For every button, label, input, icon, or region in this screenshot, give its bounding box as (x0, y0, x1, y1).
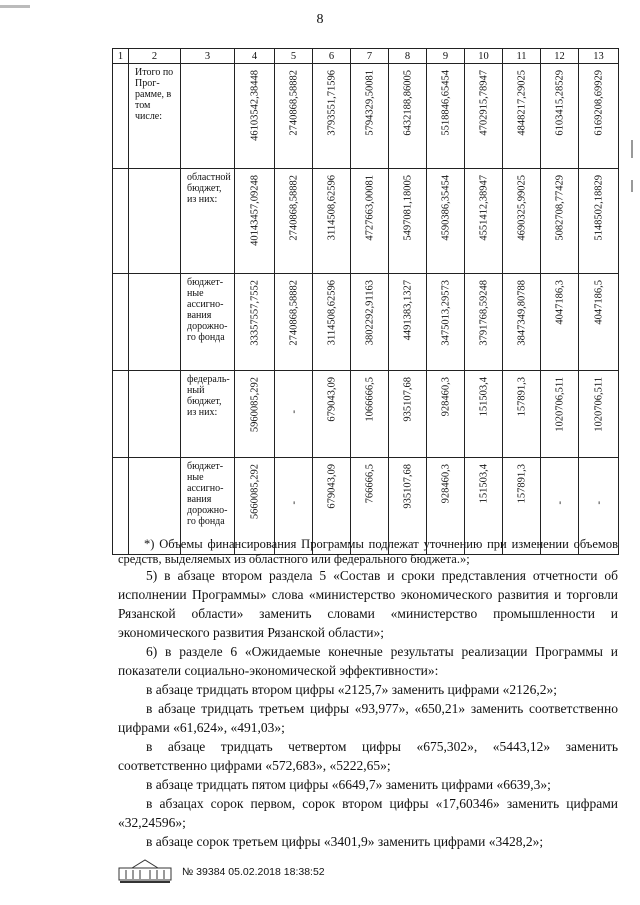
table-header-row (113, 49, 619, 64)
paragraph-abzac-43: в абзаце сорок третьем цифры «3401,9» заменить цифрами «3428,2»; (146, 834, 544, 849)
budget-source-cell: бюджет-ные ассигно-вания дорожно-го фонда (181, 458, 235, 555)
value-text: 4848217,29025 (516, 70, 527, 136)
value-cell (389, 371, 427, 458)
value-cell (465, 274, 503, 371)
budget-source-cell: областной бюджет, из них: (181, 169, 235, 274)
column-number-11: 11 (503, 49, 541, 64)
value-text: 5082708,77429 (554, 175, 565, 241)
value-cell (579, 371, 619, 458)
scan-corner-mark (0, 0, 30, 8)
value-text: 766666,5 (364, 464, 375, 504)
financing-table (112, 48, 619, 555)
value-text: 5518846,65454 (440, 70, 451, 136)
value-text: 151503,4 (478, 377, 489, 417)
value-text: - (288, 501, 299, 505)
row-label-cell (129, 371, 181, 458)
value-text: 4047186,5 (593, 280, 604, 325)
table-row (113, 274, 619, 371)
value-cell (351, 64, 389, 169)
paragraph-6: 6) в разделе 6 «Ожидаемые конечные результаты реализации Программы и показатели социально-экономической эффективности»: (118, 644, 618, 678)
value-cell (541, 169, 579, 274)
value-text: 4551412,38947 (478, 175, 489, 241)
value-text: 1020706,511 (593, 377, 604, 432)
value-cell (579, 274, 619, 371)
value-text: 4702915,78947 (478, 70, 489, 136)
value-cell (275, 274, 313, 371)
value-text: - (554, 501, 565, 505)
budget-source-cell: бюджет-ные ассигно-вания дорожно-го фонда (181, 274, 235, 371)
value-text: 4590386,35454 (440, 175, 451, 241)
value-text: 935107,68 (402, 377, 413, 422)
column-number-13: 13 (579, 49, 619, 64)
value-text: 4727663,00081 (364, 175, 375, 241)
value-text: 3793551,71596 (326, 70, 337, 136)
value-text: 157891,3 (516, 377, 527, 417)
row-label-cell: Итого по Прог-раммe, в том числе: (129, 64, 181, 169)
value-text: 5794329,50081 (364, 70, 375, 136)
value-text: 4047186,3 (554, 280, 565, 325)
value-cell (313, 169, 351, 274)
value-text: - (593, 501, 604, 505)
value-cell (541, 274, 579, 371)
value-cell (465, 64, 503, 169)
column-number-8: 8 (389, 49, 427, 64)
value-text: 679043,09 (326, 464, 337, 509)
column-number-7: 7 (351, 49, 389, 64)
value-cell (313, 371, 351, 458)
column-number-9: 9 (427, 49, 465, 64)
value-cell (389, 64, 427, 169)
column-number-10: 10 (465, 49, 503, 64)
value-text: 151503,4 (478, 464, 489, 504)
value-cell (503, 274, 541, 371)
table-row (113, 371, 619, 458)
column-number-5: 5 (275, 49, 313, 64)
paragraph-abzac-35: в абзаце тридцать пятом цифры «6649,7» заменить цифрами «6639,3»; (146, 777, 551, 792)
value-cell (235, 371, 275, 458)
value-text: 2740868,58882 (288, 70, 299, 136)
value-cell (389, 169, 427, 274)
value-text: 5960085,292 (249, 377, 260, 433)
value-text: 5148502,18829 (593, 175, 604, 241)
value-cell (313, 64, 351, 169)
value-text: 33357557,7552 (249, 280, 260, 346)
value-cell (351, 274, 389, 371)
value-text: 1020706,511 (554, 377, 565, 432)
value-cell (275, 64, 313, 169)
value-text: 6103415,28529 (554, 70, 565, 136)
row-number-cell (113, 371, 129, 458)
row-number-cell (113, 169, 129, 274)
value-cell (275, 371, 313, 458)
value-text: 40143457,09248 (249, 175, 260, 246)
paragraph-5: 5) в абзаце втором раздела 5 «Состав и сроки представления отчетности об исполнении Программы» слова «министерство экономического развития и торговли Рязанской области» заменить словами «министерство промышленности и экономического развития Рязанской области»; (118, 568, 618, 640)
paragraph-abzac-34: в абзаце тридцать четвертом цифры «675,302», «5443,12» заменить соответственно цифрами «572,683», «5222,65»; (118, 739, 618, 773)
value-text: 6169208,69929 (593, 70, 604, 136)
value-cell (313, 274, 351, 371)
table-row (113, 169, 619, 274)
value-cell (579, 169, 619, 274)
document-registration-number: № 39384 05.02.2018 18:38:52 (182, 866, 325, 878)
value-cell (503, 169, 541, 274)
value-cell (465, 371, 503, 458)
value-text: 5660085,292 (249, 464, 260, 520)
value-text: 1066666,5 (364, 377, 375, 422)
page-number: 8 (316, 12, 324, 27)
value-text: 3847349,80788 (516, 280, 527, 346)
row-number-cell (113, 64, 129, 169)
value-text: 679043,09 (326, 377, 337, 422)
column-number-6: 6 (313, 49, 351, 64)
value-text: - (288, 409, 299, 414)
footnote: *) Объемы финансирования Программы подлежат уточнению при изменении объемов средств, выделяемых из областного или федерального бюджета.»; (118, 537, 618, 566)
value-cell (351, 169, 389, 274)
column-number-4: 4 (235, 49, 275, 64)
value-text: 46103542,38448 (249, 70, 260, 141)
value-text: 928460,3 (440, 464, 451, 504)
column-number-2: 2 (129, 49, 181, 64)
budget-source-cell: федераль-ный бюджет, из них: (181, 371, 235, 458)
value-text: 3791768,59248 (478, 280, 489, 346)
row-label-cell (129, 274, 181, 371)
value-cell (235, 274, 275, 371)
paragraph-abzac-32: в абзаце тридцать втором цифры «2125,7» заменить цифрами «2126,2»; (146, 682, 557, 697)
row-number-cell (113, 274, 129, 371)
value-cell (427, 169, 465, 274)
budget-source-cell (181, 64, 235, 169)
value-cell (541, 64, 579, 169)
value-text: 6432188,86005 (402, 70, 413, 136)
value-text: 3475013,29573 (440, 280, 451, 346)
value-cell (427, 274, 465, 371)
table-row (113, 64, 619, 169)
value-text: 3114508,62596 (326, 280, 337, 346)
value-cell (465, 169, 503, 274)
value-text: 3802292,91163 (364, 280, 375, 346)
value-text: 3114508,62596 (326, 175, 337, 241)
value-cell (427, 371, 465, 458)
paragraph-abzac-41-42: в абзацах сорок первом, сорок втором цифры «17,60346» заменить цифрами «32,24596»; (118, 796, 618, 830)
value-cell (235, 169, 275, 274)
value-cell (351, 371, 389, 458)
value-cell (503, 64, 541, 169)
column-number-12: 12 (541, 49, 579, 64)
value-cell (579, 64, 619, 169)
value-text: 5497081,18005 (402, 175, 413, 241)
value-cell (235, 64, 275, 169)
column-number-3: 3 (181, 49, 235, 64)
paragraph-abzac-33: в абзаце тридцать третьем цифры «93,977», «650,21» заменить соответственно цифрами «61,624», «491,03»; (118, 701, 618, 735)
value-text: 935107,68 (402, 464, 413, 509)
column-number-1: 1 (113, 49, 129, 64)
value-text: 157891,3 (516, 464, 527, 504)
value-text: 4690325,99025 (516, 175, 527, 241)
value-cell (503, 371, 541, 458)
value-cell (275, 169, 313, 274)
value-cell (389, 274, 427, 371)
building-stamp-logo (118, 858, 172, 884)
value-text: 2740868,58882 (288, 175, 299, 241)
row-label-cell (129, 169, 181, 274)
scan-edge-mark (628, 140, 636, 260)
value-text: 2740868,58882 (288, 280, 299, 346)
value-text: 928460,3 (440, 377, 451, 417)
value-text: 4491383,1327 (402, 280, 413, 341)
value-cell (427, 64, 465, 169)
value-cell (541, 371, 579, 458)
